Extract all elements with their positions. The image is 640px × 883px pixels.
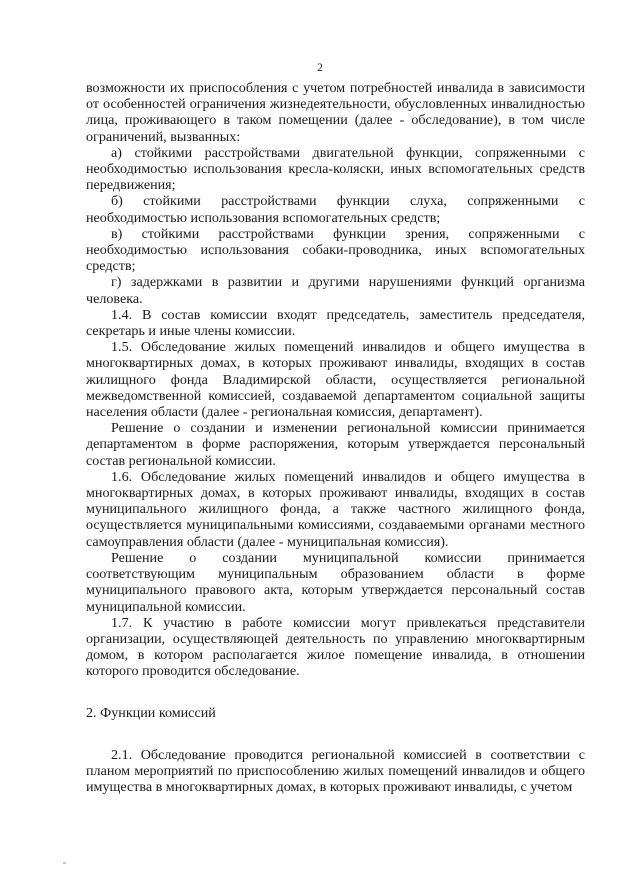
clause-1-4: 1.4. В состав комиссии входят председатель, заместитель председателя, секретарь и иные члены комиссии. bbox=[86, 306, 585, 340]
scan-artifact bbox=[63, 862, 66, 864]
section-heading: 2. Функции комиссий bbox=[86, 704, 216, 721]
clause-1-7: 1.7. К участию в работе комиссии могут привлекаться представители организации, осуществляющей деятельность по управлению многоквартирным домом, в котором располагается жилое помещение инвалида, в отношении которого проводится обследование. bbox=[86, 614, 585, 680]
clause-1-5: 1.5. Обследование жилых помещений инвалидов и общего имущества в многоквартирных домах, в которых проживают инвалиды, входящих в состав жилищного фонда Владимирской области, осуществляется региональной межведомственной комиссией, создаваемой департаментом социальной защиты населения области (далее - региональная комиссия, департамент). bbox=[86, 339, 585, 421]
page-number: 2 bbox=[317, 62, 323, 74]
list-item-b: б) стойкими расстройствами функции слуха, сопряженными с необходимостью использования вспомогательных средств; bbox=[86, 193, 585, 226]
list-item-g: г) задержками в развитии и другими нарушениями функций организма человека. bbox=[86, 274, 585, 307]
list-item-v: в) стойкими расстройствами функции зрения, сопряженными с необходимостью использования собаки-проводника, иных вспомогательных средств; bbox=[86, 225, 585, 275]
clause-2-1: 2.1. Обследование проводится региональной комиссией в соответствии с планом мероприятий по приспособлению жилых помещений инвалидов и общего имущества в многоквартирных домах, в которых проживают инвалиды, с учетом bbox=[86, 746, 585, 796]
paragraph-continuation: возможности их приспособления с учетом потребностей инвалида в зависимости от особенностей ограничения жизнедеятельности, обусловленных инвалидностью лица, проживающего в таком помещении (далее - обследование), в том числе ограничений, вызванных: bbox=[86, 80, 585, 145]
list-item-a: а) стойкими расстройствами двигательной функции, сопряженными с необходимостью использования кресла-коляски, иных вспомогательных средств передвижения; bbox=[86, 144, 585, 194]
clause-1-5-decision: Решение о создании и изменении региональной комиссии принимается департаментом в форме распоряжения, которым утверждается персональный состав региональной комиссии. bbox=[86, 420, 585, 469]
clause-1-6: 1.6. Обследование жилых помещений инвалидов и общего имущества в многоквартирных домах, в которых проживают инвалиды, входящих в состав муниципального жилищного фонда, а также частного жилищного фонда, осуществляется муниципальными комиссиями, создаваемыми органами местного самоуправления области (далее - муниципальная комиссия). bbox=[86, 468, 585, 550]
document-body bbox=[86, 80, 585, 795]
clause-1-6-decision: Решение о создании муниципальной комиссии принимается соответствующим муниципальным образованием области в форме муниципального правового акта, которым утверждается персональный состав муниципальной комиссии. bbox=[86, 549, 585, 615]
